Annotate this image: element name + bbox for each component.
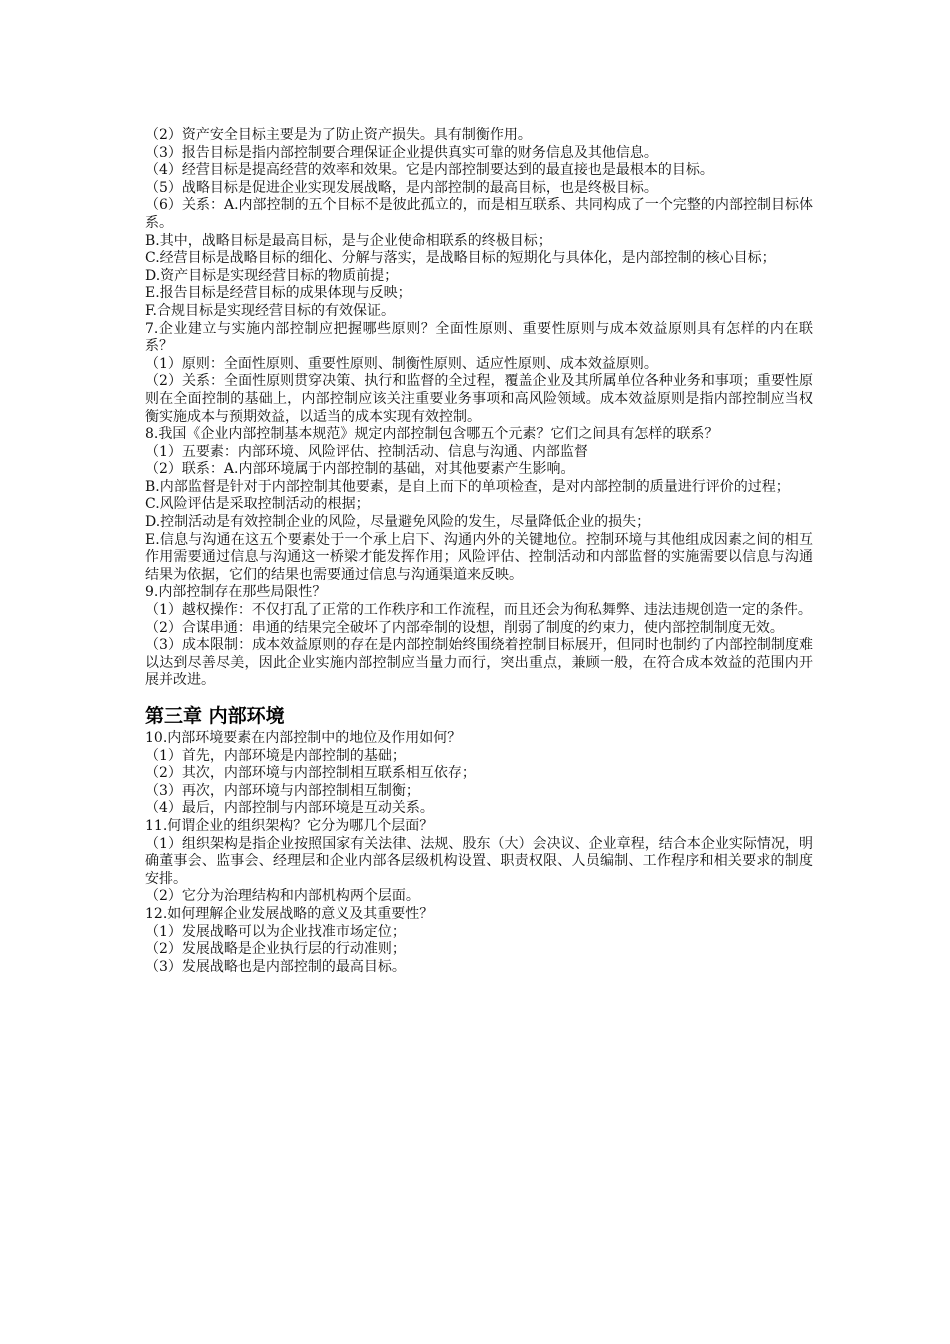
paragraph: （6）关系：A.内部控制的五个目标不是彼此孤立的，而是相互联系、共同构成了一个完整的内部控制目标体系。 [145,197,813,231]
paragraph: （1）越权操作：不仅打乱了正常的工作秩序和工作流程，而且还会为徇私舞弊、违法违规创造一定的条件。 [145,602,812,619]
paragraph: F.合规目标是实现经营目标的有效保证。 [145,302,395,319]
paragraph: （2）资产安全目标主要是为了防止资产损失。具有制衡作用。 [145,127,532,143]
paragraph: 9.内部控制存在那些局限性？ [145,584,327,601]
paragraph: （2）联系：A.内部环境属于内部控制的基础，对其他要素产生影响。 [145,461,575,478]
paragraph: 11.何谓企业的组织架构？它分为哪几个层面？ [145,817,434,834]
paragraph: C.经营目标是战略目标的细化、分解与落实，是战略目标的短期化与具体化，是内部控制的核心目标； [145,250,776,267]
paragraph: E.报告目标是经营目标的成果体现与反映； [145,285,412,302]
section-after [145,730,813,976]
paragraph: （1）原则：全面性原则、重要性原则、制衡性原则、适应性原则、成本效益原则。 [145,355,658,372]
paragraph: 8.我国《企业内部控制基本规范》规定内部控制包含哪五个元素？它们之间具有怎样的联系？ [145,426,719,443]
document-body [145,127,813,976]
paragraph: （3）再次，内部环境与内部控制相互制衡； [145,782,420,799]
paragraph: 12.如何理解企业发展战略的意义及其重要性？ [145,905,434,922]
paragraph: （2）合谋串通：串通的结果完全破坏了内部牵制的设想，削弱了制度的约束力，使内部控制制度无效。 [145,619,784,636]
paragraph: （3）报告目标是指内部控制要合理保证企业提供真实可靠的财务信息及其他信息。 [145,144,658,161]
paragraph: （4）经营目标是提高经营的效率和效果。它是内部控制要达到的最直接也是最根本的目标。 [145,162,714,179]
paragraph: D.资产目标是实现经营目标的物质前提； [145,267,399,284]
paragraph: （2）关系：全面性原则贯穿决策、执行和监督的全过程，覆盖企业及其所属单位各种业务和事项；重要性原则在全面控制的基础上，内部控制应该关注重要业务事项和高风险领域。成本效益原则是指内部控制应当权衡实施成本与预期效益，以适当的成本实现有效控制。 [145,373,813,425]
paragraph: C.风险评估是采取控制活动的根据； [145,496,370,513]
paragraph: （2）它分为治理结构和内部机构两个层面。 [145,888,420,905]
paragraph: 7.企业建立与实施内部控制应把握哪些原则？全面性原则、重要性原则与成本效益原则具有怎样的内在联系？ [145,320,813,355]
paragraph: B.其中，战略目标是最高目标，是与企业使命相联系的终极目标； [145,232,552,249]
paragraph: （1）发展战略可以为企业找准市场定位； [145,923,406,940]
paragraph: （5）战略目标是促进企业实现发展战略，是内部控制的最高目标，也是终极目标。 [145,179,658,196]
paragraph: （3）成本限制：成本效益原则的存在是内部控制始终围绕着控制目标展开，但同时也制约了内部控制制度难以达到尽善尽美，因此企业实施内部控制应当量力而行，突出重点，兼顾一般，在符合成本效益的范围内开展并改进。 [145,637,813,689]
paragraph: B.内部监督是针对于内部控制其他要素，是自上而下的单项检查，是对内部控制的质量进行评价的过程； [145,478,790,495]
paragraph: E.信息与沟通在这五个要素处于一个承上启下、沟通内外的关键地位。控制环境与其他组成因素之间的相互作用需要通过信息与沟通这一桥梁才能发挥作用；风险评估、控制活动和内部监督的实施需要以信息与沟通结果为依据，它们的结果也需要通过信息与沟通渠道来反映。 [145,531,813,583]
paragraph: （1）组织架构是指企业按照国家有关法律、法规、股东（大）会决议、企业章程，结合本企业实际情况，明确董事会、监事会、经理层和企业内部各层级机构设置、职责权限、人员编制、工作程序和相关要求的制度安排。 [145,835,813,887]
paragraph: D.控制活动是有效控制企业的风险，尽量避免风险的发生，尽量降低企业的损失； [145,514,651,531]
section-before [145,127,813,690]
paragraph: （3）发展战略也是内部控制的最高目标。 [145,958,406,975]
chapter-title: 第三章 内部环境 [145,705,285,727]
paragraph: 10.内部环境要素在内部控制中的地位及作用如何？ [145,730,462,746]
paragraph: （2）其次，内部环境与内部控制相互联系相互依存； [145,765,476,782]
paragraph: （2）发展战略是企业执行层的行动准则； [145,941,406,958]
paragraph: （4）最后，内部控制与内部环境是互动关系。 [145,800,434,817]
paragraph: （1）五要素：内部环境、风险评估、控制活动、信息与沟通、内部监督 [145,443,588,460]
paragraph: （1）首先，内部环境是内部控制的基础； [145,747,406,764]
